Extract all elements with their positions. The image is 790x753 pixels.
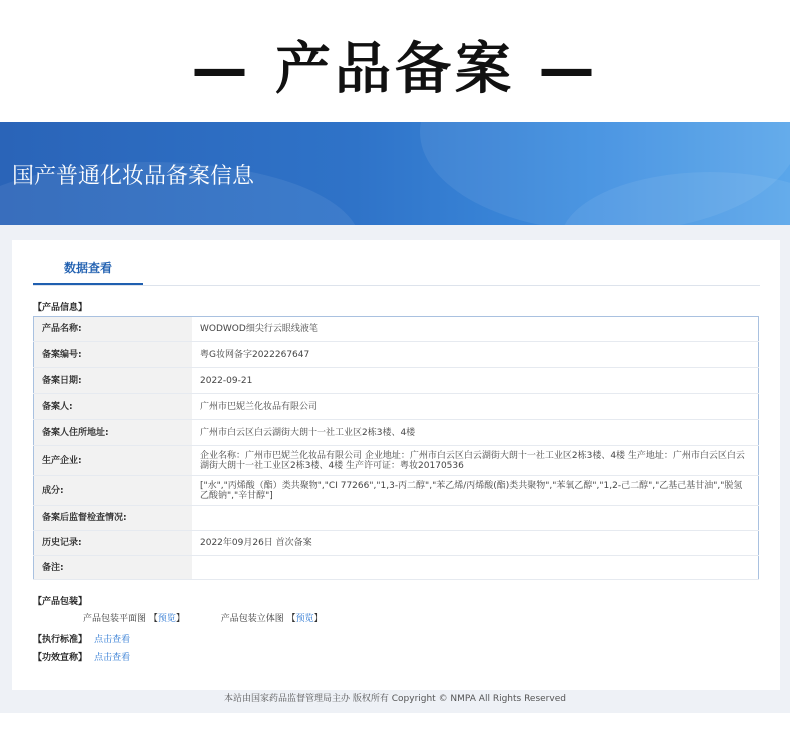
field-key: 备案编号: — [34, 342, 193, 368]
bracket-close: 】 — [313, 614, 323, 624]
field-key: 备案后监督检查情况: — [34, 506, 193, 531]
packaging-flat-label: 产品包装平面图 — [83, 614, 147, 624]
product-info-table — [33, 316, 759, 580]
efficacy-link[interactable]: 点击查看 — [94, 653, 131, 663]
standard-row — [33, 634, 130, 646]
table-row — [34, 420, 759, 446]
tab-divider — [33, 285, 760, 286]
table-row — [34, 476, 759, 506]
field-value: ["水","丙烯酸（酯）类共聚物","CI 77266","1,3-丙二醇","苯乙烯/丙烯酸(酯)类共聚物","苯氧乙醇","1,2-己二醇","乙基己基甘油","脱氢乙酸钠","辛甘醇"] — [192, 476, 759, 506]
field-key: 生产企业: — [34, 446, 193, 476]
packaging-solid-label: 产品包装立体图 — [220, 614, 284, 624]
field-value: WODWOD细尖行云眼线液笔 — [192, 317, 759, 342]
packaging-heading: 【产品包装】 — [33, 597, 88, 607]
field-value: 2022-09-21 — [192, 368, 759, 394]
header-banner — [0, 122, 790, 225]
field-key: 备案日期: — [34, 368, 193, 394]
packaging-previews — [83, 613, 323, 625]
field-value: 企业名称：广州市巴妮兰化妆品有限公司 企业地址：广州市白云区白云湖街大朗十一社工业区2栋3楼、4楼 生产地址：广州市白云区白云湖街大朗十一社工业区2栋3楼、4楼 生产许可证：粤妆20170536 — [192, 446, 759, 476]
efficacy-label: 【功效宣称】 — [33, 653, 88, 663]
table-row — [34, 394, 759, 420]
bracket-open: 【 — [286, 614, 296, 624]
field-key: 产品名称: — [34, 317, 193, 342]
field-value: 粤G妆网备字2022267647 — [192, 342, 759, 368]
solid-preview-link[interactable]: 预览 — [295, 614, 314, 624]
table-row — [34, 506, 759, 531]
table-row — [34, 446, 759, 476]
field-value — [192, 506, 759, 531]
table-row — [34, 317, 759, 342]
banner-title: 国产普通化妆品备案信息 — [12, 164, 255, 189]
field-key: 备案人住所地址: — [34, 420, 193, 446]
standard-label: 【执行标准】 — [33, 635, 88, 645]
field-key: 历史记录: — [34, 531, 193, 556]
standard-link[interactable]: 点击查看 — [94, 635, 131, 645]
table-row — [34, 531, 759, 556]
bracket-open: 【 — [148, 614, 158, 624]
table-row — [34, 368, 759, 394]
tab-data-view[interactable]: 数据查看 — [63, 261, 112, 275]
field-key: 备案人: — [34, 394, 193, 420]
product-info-heading: 【产品信息】 — [33, 303, 88, 313]
field-key: 成分: — [34, 476, 193, 506]
field-value — [192, 556, 759, 580]
flat-preview-link[interactable]: 预览 — [157, 614, 176, 624]
field-key: 备注: — [34, 556, 193, 580]
table-row — [34, 556, 759, 580]
footer-copyright: 本站由国家药品监督管理局主办 版权所有 Copyright © NMPA All Rights Reserved — [224, 694, 566, 704]
efficacy-row — [33, 652, 130, 664]
field-value: 2022年09月26日 首次备案 — [192, 531, 759, 556]
page-hero-title: — 产品备案 — — [191, 37, 599, 102]
bracket-close: 】 — [175, 614, 185, 624]
field-value: 广州市巴妮兰化妆品有限公司 — [192, 394, 759, 420]
field-value: 广州市白云区白云湖街大朗十一社工业区2栋3楼、4楼 — [192, 420, 759, 446]
table-row — [34, 342, 759, 368]
